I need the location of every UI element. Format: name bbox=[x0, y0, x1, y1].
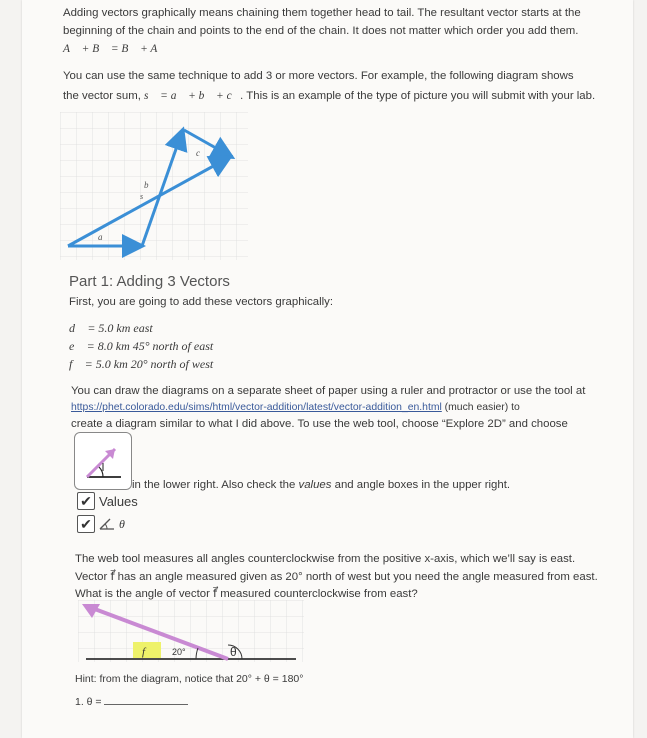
theta-label: θ bbox=[119, 516, 125, 531]
question-line-1: The web tool measures all angles counterclockwise from the positive x-axis, which we’ll say is east. bbox=[75, 553, 576, 565]
theta-diagram-label: θ bbox=[230, 645, 237, 659]
vector-f-spec: f⃗ = 5.0 km 20° north of west bbox=[69, 357, 214, 371]
angle-checkbox[interactable] bbox=[77, 515, 95, 533]
label-c: c⃗ bbox=[196, 148, 207, 158]
values-checkbox[interactable] bbox=[77, 492, 95, 510]
lower-right-b: and angle boxes in the upper right. bbox=[331, 479, 511, 491]
example-line-2 bbox=[63, 88, 595, 104]
angle-checkbox-row[interactable] bbox=[77, 515, 125, 533]
angle-diagram bbox=[78, 600, 304, 662]
vector-sum-diagram bbox=[60, 112, 248, 260]
angle-icon bbox=[99, 518, 115, 530]
vector-e-spec: e⃗ = 8.0 km 45° north of east bbox=[69, 339, 214, 353]
f-label: f⃗ bbox=[142, 646, 154, 658]
example-sum-equation: s⃗ = a⃗ + b⃗ + c⃗. bbox=[144, 90, 244, 102]
vector-angle-icon bbox=[75, 433, 131, 489]
intro-equation: A⃗ + B⃗ = B⃗ + A⃗ bbox=[63, 43, 167, 55]
tool-line-2 bbox=[71, 400, 520, 416]
tool-line-2-tail: (much easier) to bbox=[441, 402, 520, 413]
question-line-2: Vector f⃗ has an angle measured given as 20° north of west but you need the angle measured from east. bbox=[75, 571, 598, 583]
phet-link[interactable]: https://phet.colorado.edu/sims/html/vector-addition/latest/vector-addition_en.html bbox=[71, 402, 442, 413]
answer-blank[interactable] bbox=[104, 694, 188, 705]
explore-2d-tool-icon[interactable] bbox=[74, 432, 132, 490]
answer-line bbox=[75, 694, 188, 710]
lower-right-text bbox=[132, 477, 510, 493]
check-icon: ✔ bbox=[80, 516, 92, 532]
label-s: s bbox=[140, 192, 144, 201]
intro-line-2: beginning of the chain and points to the end of the chain. It does not matter which order you add them. bbox=[63, 25, 579, 37]
hint-text: Hint: from the diagram, notice that 20° + θ = 180° bbox=[75, 673, 304, 685]
intro-line-1: Adding vectors graphically means chaining them together head to tail. The resultant vector starts at the bbox=[63, 7, 581, 19]
check-icon: ✔ bbox=[80, 493, 92, 509]
values-word: values bbox=[298, 479, 332, 491]
label-a: a⃗ bbox=[98, 232, 110, 242]
angle-20-label: 20° bbox=[172, 647, 186, 657]
example-line-1: You can use the same technique to add 3 or more vectors. For example, the following diagram shows bbox=[63, 70, 574, 82]
vector-d-spec: d⃗ = 5.0 km east bbox=[69, 321, 153, 335]
example-line-2-tail: This is an example of the type of picture you will submit with your lab. bbox=[243, 90, 596, 102]
values-checkbox-row[interactable] bbox=[77, 492, 138, 510]
label-b: b⃗ bbox=[144, 180, 156, 190]
answer-prompt: 1. θ = bbox=[75, 696, 105, 708]
part1-intro: First, you are going to add these vectors graphically: bbox=[69, 296, 334, 308]
tool-line-3: create a diagram similar to what I did above. To use the web tool, choose “Explore 2D” and choose bbox=[71, 418, 568, 430]
part1-heading: Part 1: Adding 3 Vectors bbox=[69, 273, 230, 290]
lower-right-a: in the lower right. Also check the bbox=[132, 479, 299, 491]
example-line-2-text: the vector sum, bbox=[63, 90, 145, 102]
question-line-3: What is the angle of vector f⃗ measured counterclockwise from east? bbox=[75, 588, 418, 600]
values-label: Values bbox=[99, 493, 138, 509]
angle-grid bbox=[78, 600, 304, 662]
tool-line-1: You can draw the diagrams on a separate sheet of paper using a ruler and protractor or use the tool at bbox=[71, 385, 586, 397]
